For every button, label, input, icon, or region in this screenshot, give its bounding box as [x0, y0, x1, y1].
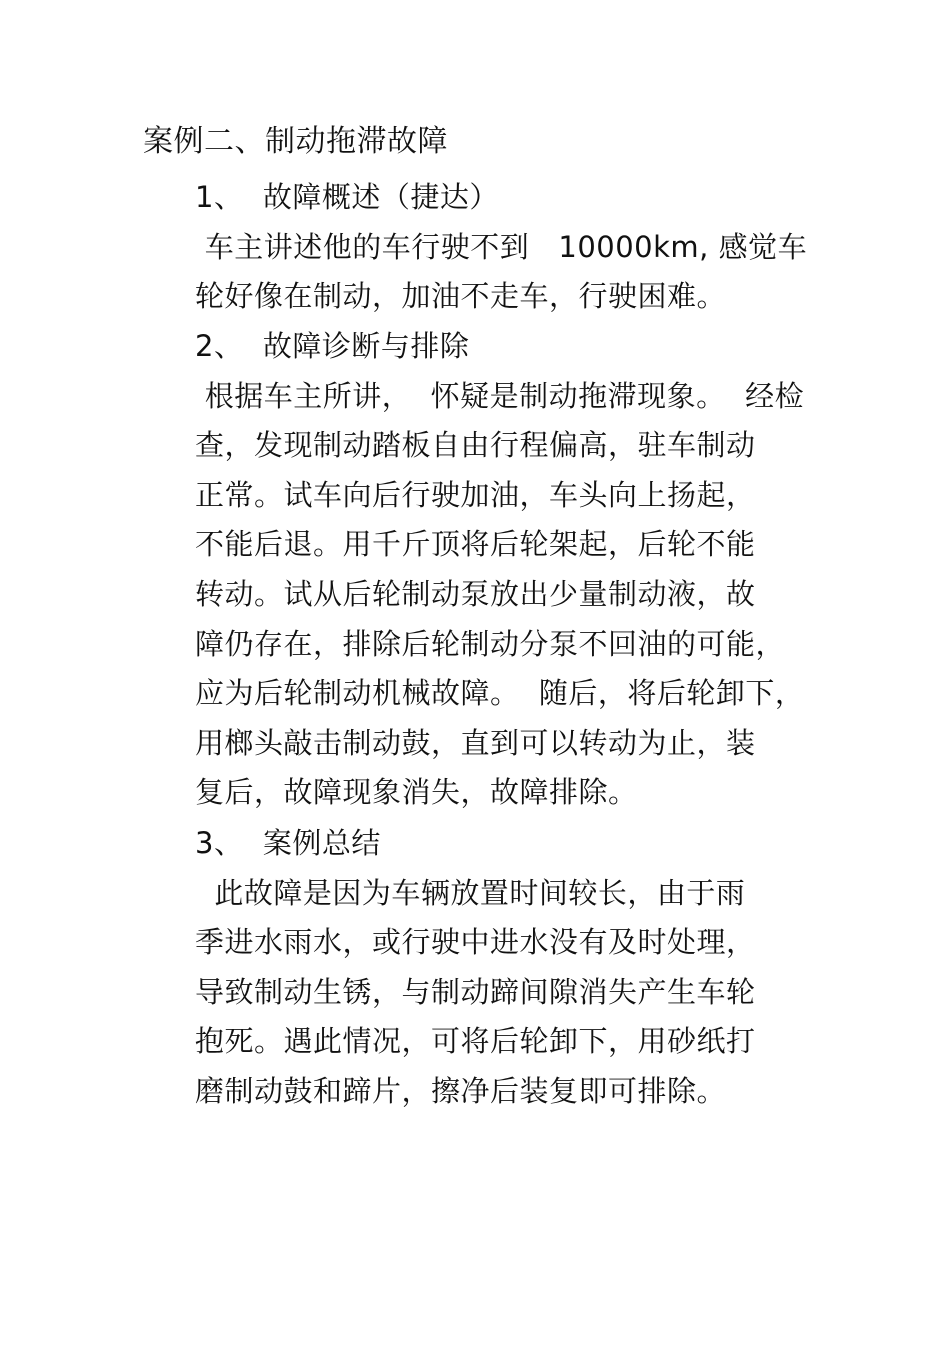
section-heading-diagnosis: 2、 故障诊断与排除: [195, 329, 470, 363]
paragraph-line: 查，发现制动踏板自由行程偏高，驻车制动: [195, 428, 756, 462]
paragraph-line: 不能后退。用千斤顶将后轮架起，后轮不能: [195, 527, 756, 561]
paragraph-line: 障仍存在，排除后轮制动分泵不回油的可能，: [195, 627, 786, 661]
paragraph-line: 复后，故障现象消失，故障排除。: [195, 775, 638, 809]
paragraph-line: 应为后轮制动机械故障。 随后，将后轮卸下，: [195, 676, 805, 710]
paragraph-line: 季进水雨水，或行驶中进水没有及时处理，: [195, 925, 756, 959]
paragraph-line: 轮好像在制动，加油不走车，行驶困难。: [195, 279, 727, 313]
paragraph-line: 用榔头敲击制动鼓，直到可以转动为止，装: [195, 726, 756, 760]
document-title: 案例二、制动拖滞故障: [143, 124, 448, 159]
section-heading-summary: 3、 案例总结: [195, 826, 381, 860]
paragraph-line: 抱死。遇此情况，可将后轮卸下，用砂纸打: [195, 1024, 756, 1058]
paragraph-line: 正常。试车向后行驶加油，车头向上扬起，: [195, 478, 756, 512]
paragraph-line: 车主讲述他的车行驶不到 10000km, 感觉车: [195, 230, 808, 264]
paragraph-line: 转动。试从后轮制动泵放出少量制动液，故: [195, 577, 756, 611]
paragraph-line: 磨制动鼓和蹄片，擦净后装复即可排除。: [195, 1074, 727, 1108]
paragraph-line: 导致制动生锈，与制动蹄间隙消失产生车轮: [195, 975, 756, 1009]
section-heading-overview: 1、 故障概述（捷达）: [195, 180, 499, 214]
paragraph-line: 此故障是因为车辆放置时间较长，由于雨: [195, 876, 746, 910]
paragraph-line: 根据车主所讲， 怀疑是制动拖滞现象。 经检: [195, 379, 805, 413]
